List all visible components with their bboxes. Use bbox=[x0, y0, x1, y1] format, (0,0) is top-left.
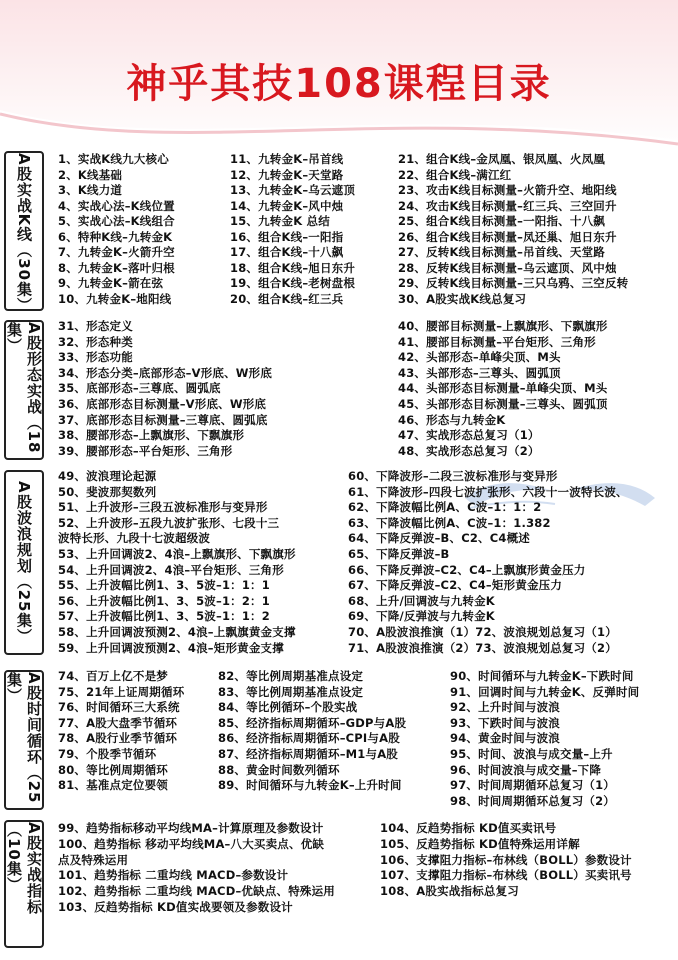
course-item: 104、反趋势指标 KD值买卖讯号 bbox=[380, 821, 557, 835]
course-item: 103、反趋势指标 KD值实战要领及参数设计 bbox=[58, 900, 293, 914]
course-item: 36、底部形态目标测量–V形底、W形底 bbox=[58, 397, 267, 411]
course-item: 80、等比例周期循环 bbox=[58, 762, 169, 777]
section-label-kline bbox=[4, 151, 44, 314]
section-pattern bbox=[0, 315, 678, 465]
course-item: 108、A股实战指标总复习 bbox=[380, 884, 520, 899]
course-item: 76、时间循环三大系统 bbox=[58, 700, 180, 715]
course-item: 21、组合K线–金凤凰、银凤凰、火凤凰 bbox=[398, 152, 605, 166]
course-item: 9、九转金K–箭在弦 bbox=[58, 276, 164, 290]
course-item: 7、九转金K–火箭升空 bbox=[58, 245, 175, 259]
course-item: 66、下降反弹波–C2、C4–上飘旗形黄金压力 bbox=[348, 562, 586, 577]
course-item: 69、下降/反弹波与九转金K bbox=[348, 609, 495, 624]
section-wave bbox=[0, 465, 678, 665]
section-label-text: A股实战K线（30集） bbox=[15, 153, 33, 314]
course-item: 74、百万上亿不是梦 bbox=[58, 669, 169, 683]
course-item: 35、底部形态–三尊底、圆弧底 bbox=[58, 381, 221, 396]
course-item: 40、腰部目标测量–上飘旗形、下飘旗形 bbox=[398, 319, 608, 333]
section-label-text: A股形态实战（18集） bbox=[5, 322, 43, 454]
course-item: 17、组合K线–十八飙 bbox=[230, 245, 344, 259]
section-label-text: A股时间循环（25集） bbox=[5, 672, 43, 804]
course-item: 20、组合K线–红三兵 bbox=[230, 291, 344, 306]
course-item: 49、波浪理论起源 bbox=[58, 469, 157, 483]
course-item: 55、上升波幅比例1、3、5波–1：1：1 bbox=[58, 578, 270, 593]
course-item: 38、腰部形态–上飘旗形、下飘旗形 bbox=[58, 428, 245, 443]
course-item: 34、形态分类–底部形态–V形底、W形底 bbox=[58, 365, 273, 380]
course-item: 67、下降反弹波–C2、C4–矩形黄金压力 bbox=[348, 578, 563, 593]
course-item: 26、组合K线目标测量–凤还巢、旭日东升 bbox=[398, 229, 617, 244]
course-item: 107、支撑阻力指标–布林线（BOLL）买卖讯号 bbox=[380, 868, 632, 883]
section-kline bbox=[0, 145, 678, 315]
course-item: 60、下降波形–二段三波标准形与变异形 bbox=[348, 469, 558, 483]
course-item: 63、下降波幅比例A、C波–1：1.382 bbox=[348, 515, 551, 530]
course-item: 84、等比例循环–个股实战 bbox=[218, 700, 358, 715]
course-item: 15、九转金K 总结 bbox=[230, 214, 330, 228]
section-label-text: A股波浪规划（25集） bbox=[15, 480, 33, 645]
course-item: 37、底部形态目标测量–三尊底、圆弧底 bbox=[58, 412, 268, 427]
course-item: 32、形态种类 bbox=[58, 334, 133, 349]
course-item: 79、个股季节循环 bbox=[58, 747, 157, 761]
course-item: 25、组合K线目标测量–一阳指、十八飙 bbox=[398, 214, 605, 228]
course-item: 64、下降反弹波–B、C2、C4概述 bbox=[348, 531, 531, 546]
course-item: 51、上升波形–三段五波标准形与变异形 bbox=[58, 500, 268, 515]
course-item: 81、基准点定位要领 bbox=[58, 778, 169, 793]
course-item: 点及特殊运用 bbox=[58, 852, 129, 867]
course-item: 53、上升回调波2、4浪–上飘旗形、下飘旗形 bbox=[58, 547, 296, 561]
course-item: 22、组合K线–满江红 bbox=[398, 167, 512, 182]
course-item: 88、黄金时间数列循环 bbox=[218, 762, 340, 777]
course-item: 57、上升波幅比例1、3、5波–1：1：2 bbox=[58, 609, 270, 624]
course-item: 16、组合K线–一阳指 bbox=[230, 229, 344, 244]
section-label-text: A股实战指标（10集） bbox=[5, 822, 43, 915]
course-item: 90、时间循环与九转金K–下跌时间 bbox=[450, 669, 634, 683]
course-item: 100、趋势指标 移动平均线MA–八大买卖点、优缺 bbox=[58, 836, 325, 851]
course-item: 87、经济指标周期循环–M1与A股 bbox=[218, 747, 398, 761]
section-label-pattern bbox=[4, 320, 44, 460]
course-item: 71、A股波浪推演（2）73、波浪规划总复习（2） bbox=[348, 640, 617, 655]
course-item: 30、A股实战K线总复习 bbox=[398, 291, 527, 306]
course-item: 31、形态定义 bbox=[58, 319, 133, 333]
course-item: 97、时间周期循环总复习（1） bbox=[450, 778, 616, 793]
course-item: 58、上升回调波预测2、4浪–上飘旗黄金支撑 bbox=[58, 625, 296, 639]
course-item: 102、趋势指标 二重均线 MACD–优缺点、特殊运用 bbox=[58, 884, 335, 899]
course-item: 82、等比例周期基准点设定 bbox=[218, 669, 364, 683]
course-item: 10、九转金K–地阳线 bbox=[58, 291, 172, 306]
course-item: 65、下降反弹波–B bbox=[348, 547, 450, 561]
course-item: 47、实战形态总复习（1） bbox=[398, 428, 540, 443]
course-item: 4、实战心法–K线位置 bbox=[58, 198, 175, 213]
course-item: 98、时间周期循环总复习（2） bbox=[450, 793, 616, 808]
course-item: 61、下降波形–四段七波扩张形、六段十一波特长波、 bbox=[348, 484, 628, 499]
section-label-wave bbox=[4, 470, 44, 655]
course-item: 42、头部形态–单峰尖顶、M头 bbox=[398, 350, 561, 365]
course-item: 54、上升回调波2、4浪–平台矩形、三角形 bbox=[58, 562, 284, 577]
course-item: 12、九转金K–天堂路 bbox=[230, 167, 344, 182]
course-item: 92、上升时间与波浪 bbox=[450, 700, 561, 715]
course-item: 78、A股行业季节循环 bbox=[58, 731, 178, 746]
course-item: 1、实战K线九大核心 bbox=[58, 152, 169, 166]
course-item: 24、攻击K线目标测量–红三兵、三空回升 bbox=[398, 198, 617, 213]
course-item: 93、下跌时间与波浪 bbox=[450, 715, 561, 730]
course-item: 101、趋势指标 二重均线 MACD–参数设计 bbox=[58, 868, 289, 883]
course-item: 96、时间波浪与成交量–下降 bbox=[450, 762, 602, 777]
course-item: 8、九转金K–落叶归根 bbox=[58, 260, 175, 275]
course-item: 33、形态功能 bbox=[58, 350, 133, 365]
course-item: 28、反转K线目标测量–乌云遮顶、风中烛 bbox=[398, 260, 617, 275]
course-item: 3、K线力道 bbox=[58, 183, 123, 197]
course-item: 56、上升波幅比例1、3、5波–1：2：1 bbox=[58, 593, 270, 608]
course-item: 89、时间循环与九转金K–上升时间 bbox=[218, 778, 402, 793]
course-item: 6、特种K线–九转金K bbox=[58, 229, 173, 244]
course-item: 45、头部形态目标测量–三尊头、圆弧顶 bbox=[398, 397, 608, 411]
course-item: 59、上升回调波预测2、4浪–矩形黄金支撑 bbox=[58, 640, 284, 655]
course-item: 70、A股波浪推演（1）72、波浪规划总复习（1） bbox=[348, 625, 617, 639]
course-item: 68、上升/回调波与九转金K bbox=[348, 593, 495, 608]
course-item: 19、组合K线–老树盘根 bbox=[230, 276, 356, 290]
course-item: 46、形态与九转金K bbox=[398, 412, 506, 427]
section-label-time-cycle bbox=[4, 670, 44, 810]
course-item: 29、反转K线目标测量–三只乌鸦、三空反转 bbox=[398, 276, 629, 290]
course-item: 18、组合K线–旭日东升 bbox=[230, 260, 356, 275]
course-item: 13、九转金K–乌云遮顶 bbox=[230, 183, 356, 197]
course-item: 94、黄金时间与波浪 bbox=[450, 731, 561, 746]
course-item: 11、九转金K–吊首线 bbox=[230, 152, 344, 166]
course-item: 5、实战心法–K线组合 bbox=[58, 214, 175, 228]
course-item: 83、等比例周期基准点设定 bbox=[218, 684, 364, 699]
course-item: 48、实战形态总复习（2） bbox=[398, 443, 540, 458]
course-item: 62、下降波幅比例A、C波–1：1：2 bbox=[348, 500, 542, 515]
course-item: 75、21年上证周期循环 bbox=[58, 684, 185, 699]
course-item: 85、经济指标周期循环–GDP与A股 bbox=[218, 715, 407, 730]
course-item: 14、九转金K–风中烛 bbox=[230, 198, 344, 213]
course-item: 52、上升波形–五段九波扩张形、七段十三 bbox=[58, 515, 280, 530]
section-time-cycle bbox=[0, 665, 678, 815]
course-item: 2、K线基础 bbox=[58, 167, 123, 182]
section-indicators bbox=[0, 815, 678, 955]
course-item: 77、A股大盘季节循环 bbox=[58, 715, 178, 730]
course-item: 44、头部形态目标测量–单峰尖顶、M头 bbox=[398, 381, 608, 396]
course-item: 50、斐波那契数列 bbox=[58, 484, 157, 499]
course-item: 43、头部形态–三尊头、圆弧顶 bbox=[398, 365, 561, 380]
course-item: 99、趋势指标移动平均线MA–计算原理及参数设计 bbox=[58, 821, 324, 835]
course-item: 39、腰部形态–平台矩形、三角形 bbox=[58, 443, 233, 458]
course-item: 27、反转K线目标测量–吊首线、天堂路 bbox=[398, 245, 605, 259]
course-item: 23、攻击K线目标测量–火箭升空、地阳线 bbox=[398, 183, 617, 197]
page-title: 神乎其技108课程目录 bbox=[126, 61, 552, 107]
section-label-indicators bbox=[4, 820, 44, 948]
course-item: 86、经济指标周期循环–CPI与A股 bbox=[218, 731, 400, 746]
course-item: 106、支撑阻力指标–布林线（BOLL）参数设计 bbox=[380, 852, 632, 867]
course-item: 波特长形、九段十七波超级波 bbox=[58, 531, 211, 546]
course-item: 41、腰部目标测量–平台矩形、三角形 bbox=[398, 334, 596, 349]
course-item: 91、回调时间与九转金K、反弹时间 bbox=[450, 684, 640, 699]
course-item: 95、时间、波浪与成交量–上升 bbox=[450, 747, 613, 761]
course-item: 105、反趋势指标 KD值特殊运用详解 bbox=[380, 836, 580, 851]
